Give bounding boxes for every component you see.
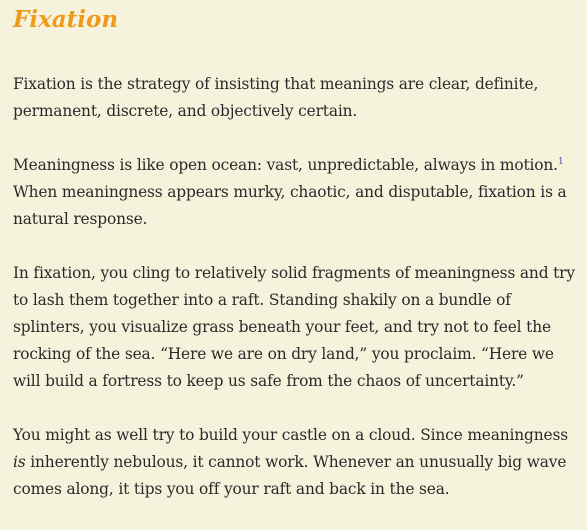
paragraph-castle	[13, 422, 577, 503]
footnote-link[interactable]: 1	[557, 157, 564, 167]
paragraph-ocean-text-2: When meaningness appears murky, chaotic, and disputable, fixation is a natural response.	[13, 183, 567, 228]
paragraph-definition	[13, 71, 577, 125]
paragraph-raft	[13, 260, 577, 395]
emphasis-is: is	[13, 453, 26, 471]
paragraph-definition-text: Fixation is the strategy of insisting that meanings are clear, definite, permanent, discrete, and objectively certain.	[13, 75, 539, 120]
paragraph-castle-text-1: You might as well try to build your castle on a cloud. Since meaningness	[13, 426, 568, 444]
footnote-marker	[558, 157, 564, 167]
page-title: Fixation	[13, 6, 119, 33]
paragraph-ocean-text-1: Meaningness is like open ocean: vast, unpredictable, always in motion.	[13, 156, 558, 174]
paragraph-castle-text-2: inherently nebulous, it cannot work. Whenever an unusually big wave comes along, it tips you off your raft and back in the sea.	[13, 453, 567, 498]
paragraph-raft-text: In fixation, you cling to relatively solid fragments of meaningness and try to lash them together into a raft. Standing shakily on a bundle of splinters, you visualize grass beneath your feet, and try not to feel the rocking of the sea. “Here we are on dry land,” you proclaim. “Here we will build a fortress to keep us safe from the chaos of uncertainty.”	[13, 264, 575, 390]
paragraph-ocean	[13, 152, 577, 233]
